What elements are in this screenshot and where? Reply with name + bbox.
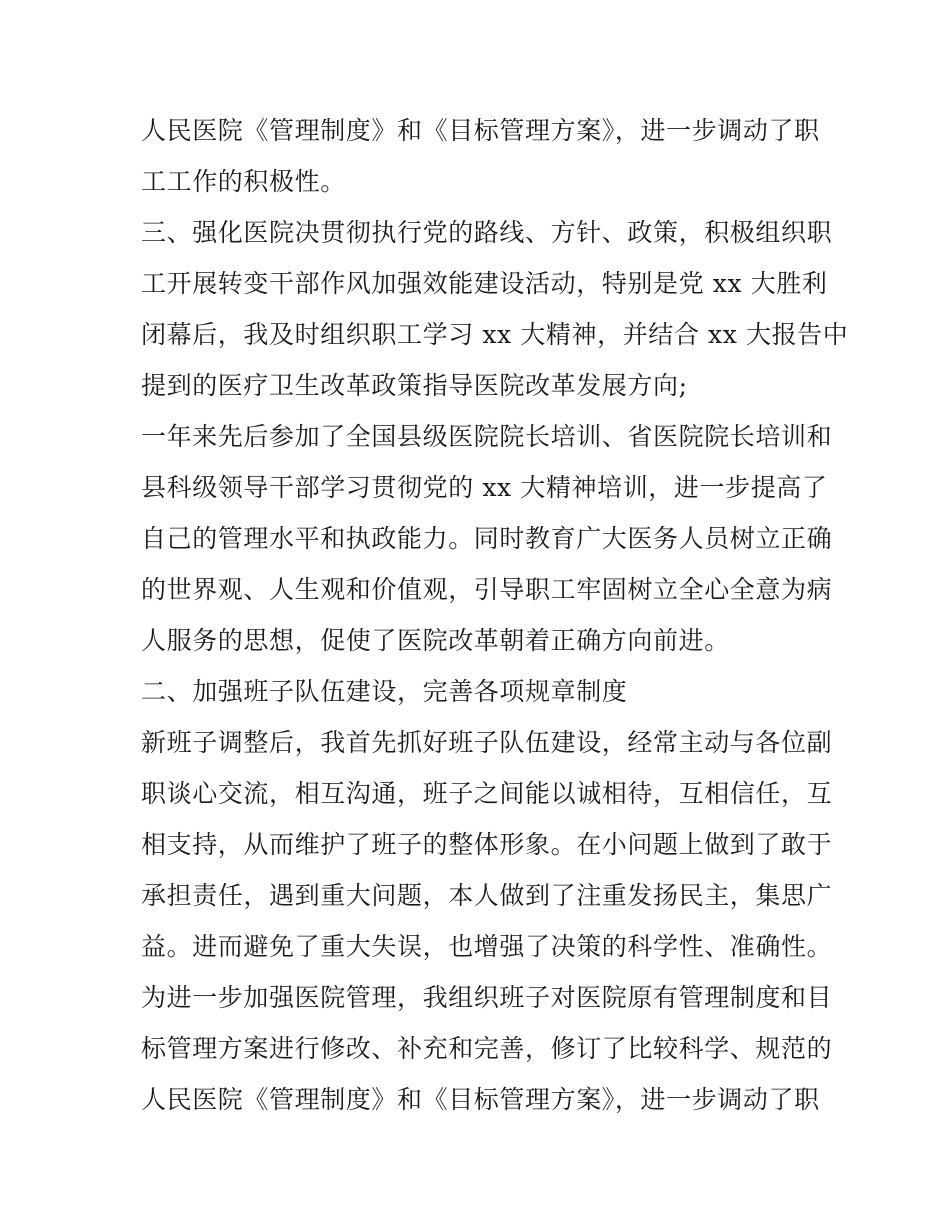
text-line: 提到的医疗卫生改革政策指导医院改革发展方向; — [141, 371, 688, 400]
text-line: 人民医院《管理制度》和《目标管理方案》，进一步调动了职 — [141, 116, 820, 145]
text-line: 闭幕后，我及时组织职工学习 xx 大精神，并结合 xx 大报告中 — [141, 320, 849, 349]
text-line: 一年来先后参加了全国县级医院院长培训、省医院院长培训和 — [141, 422, 833, 451]
section-heading-two: 二、加强班子队伍建设，完善各项规章制度 — [141, 677, 628, 706]
text-line: 标管理方案进行修改、补充和完善，修订了比较科学、规范的 — [141, 1034, 833, 1063]
text-line: 自己的管理水平和执政能力。同时教育广大医务人员树立正确 — [141, 524, 833, 553]
text-line: 工开展转变干部作风加强效能建设活动，特别是党 xx 大胜利 — [141, 269, 828, 298]
text-line: 相支持，从而维护了班子的整体形象。在小问题上做到了敢于 — [141, 830, 833, 859]
text-line: 为进一步加强医院管理，我组织班子对医院原有管理制度和目 — [141, 983, 833, 1012]
text-line: 职谈心交流，相互沟通，班子之间能以诚相待，互相信任，互 — [141, 779, 833, 808]
text-line: 益。进而避免了重大失误，也增强了决策的科学性、准确性。 — [141, 932, 833, 961]
text-line: 的世界观、人生观和价值观，引导职工牢固树立全心全意为病 — [141, 575, 833, 604]
text-line: 县科级领导干部学习贯彻党的 xx 大精神培训，进一步提高了 — [141, 473, 828, 502]
body-text — [141, 105, 849, 1125]
text-line: 人服务的思想，促使了医院改革朝着正确方向前进。 — [141, 626, 730, 655]
text-line: 工工作的积极性。 — [141, 167, 346, 196]
text-line: 新班子调整后，我首先抓好班子队伍建设，经常主动与各位副 — [141, 728, 833, 757]
section-heading-three: 三、强化医院决贯彻执行党的路线、方针、政策，积极组织职 — [141, 218, 833, 247]
text-line: 承担责任，遇到重大问题，本人做到了注重发扬民主，集思广 — [141, 881, 833, 910]
text-line: 人民医院《管理制度》和《目标管理方案》，进一步调动了职 — [141, 1085, 820, 1114]
